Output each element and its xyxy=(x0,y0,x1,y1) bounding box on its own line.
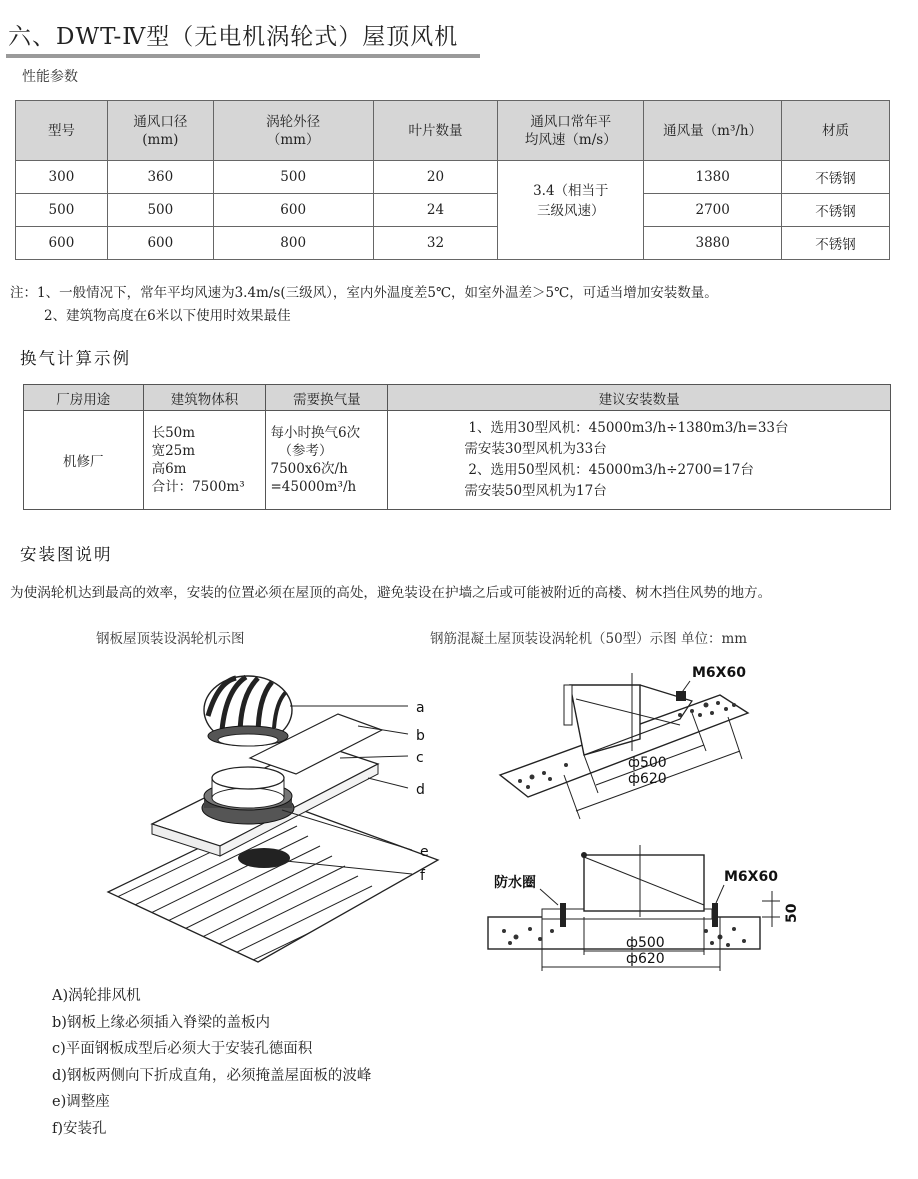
table-row xyxy=(16,194,890,227)
label-f: f xyxy=(420,868,425,884)
table-row xyxy=(24,411,891,510)
legend-item: e)调整座 xyxy=(52,1094,110,1110)
header-model: 型号 xyxy=(16,101,108,161)
cell-material: 不锈钢 xyxy=(782,194,890,227)
header-volume: 建筑物体积 xyxy=(143,385,266,411)
flat-roof-section xyxy=(488,845,800,971)
cell-outer: 800 xyxy=(213,227,373,260)
label-a: a xyxy=(416,700,425,716)
install-description: 为使涡轮机达到最高的效率，安装的位置必须在屋顶的高处，避免装设在护墙之后或可能被附近的高楼、树木挡住风势的地方。 xyxy=(10,585,772,601)
steel-roof-diagram xyxy=(100,670,440,970)
header-material: 材质 xyxy=(782,101,890,161)
header-wind-speed: 通风口常年平 均风速（m/s） xyxy=(498,101,644,161)
bolt-label-flat: M6X60 xyxy=(724,869,778,885)
performance-table xyxy=(15,100,890,260)
dim-outer-slope: ф620 xyxy=(628,771,667,787)
dim-inner-slope: ф500 xyxy=(628,755,667,771)
header-air-flow: 通风量（m³/h） xyxy=(644,101,782,161)
legend-item: b)钢板上缘必须插入脊梁的盖板内 xyxy=(52,1014,270,1031)
label-b: b xyxy=(416,728,425,744)
legend-item: A)涡轮排风机 xyxy=(52,988,141,1004)
header-blade-count: 叶片数量 xyxy=(373,101,498,161)
legend-item: f)安装孔 xyxy=(52,1120,107,1137)
label-d: d xyxy=(416,782,425,798)
cell-flow: 2700 xyxy=(644,194,782,227)
header-air-volume: 需要换气量 xyxy=(266,385,388,411)
cell-blades: 20 xyxy=(373,161,498,194)
cell-usage: 机修厂 xyxy=(24,411,144,510)
legend-item: c)平面钢板成型后必须大于安装孔德面积 xyxy=(52,1041,313,1057)
cell-outer: 600 xyxy=(213,194,373,227)
sloped-roof-section xyxy=(500,665,748,819)
dim-inner-flat: ф500 xyxy=(626,935,665,951)
cell-model: 500 xyxy=(16,194,108,227)
install-hole xyxy=(238,848,290,868)
cell-material: 不锈钢 xyxy=(782,161,890,194)
table-header-row xyxy=(16,101,890,161)
cell-wind-speed: 3.4（相当于 三级风速） xyxy=(498,161,644,260)
bolt-label-slope: M6X60 xyxy=(692,665,746,681)
cell-material: 不锈钢 xyxy=(782,227,890,260)
table-row xyxy=(16,227,890,260)
cell-port: 360 xyxy=(107,161,213,194)
caption-steel-roof: 钢板屋顶装设涡轮机示图 xyxy=(96,631,245,647)
install-heading: 安装图说明 xyxy=(20,545,113,564)
waterproof-ring-label: 防水圈 xyxy=(494,875,536,891)
height-label: 50 xyxy=(784,903,800,923)
performance-heading: 性能参数 xyxy=(22,69,78,85)
calc-table xyxy=(23,384,891,510)
calc-heading: 换气计算示例 xyxy=(20,349,131,368)
table-row xyxy=(16,161,890,194)
cell-suggest: 1、选用30型风机：45000m3/h÷1380m3/h=33台 需安装30型风机为33台 2、选用50型风机：45000m3/h÷2700=17台 需安装50型风机为17台 xyxy=(388,411,891,510)
cell-model: 300 xyxy=(16,161,108,194)
label-e: e xyxy=(420,844,429,860)
concrete-roof-diagram xyxy=(480,655,810,980)
legend-item: d)钢板两侧向下折成直角，必须掩盖屋面板的波峰 xyxy=(52,1067,372,1084)
cell-air-volume: 每小时换气6次 （参考） 7500x6次/h =45000m³/h xyxy=(266,411,388,510)
cell-flow: 3880 xyxy=(644,227,782,260)
title-underline xyxy=(6,54,480,58)
cell-flow: 1380 xyxy=(644,161,782,194)
cell-outer: 500 xyxy=(213,161,373,194)
caption-concrete-roof: 钢筋混凝土屋顶装设涡轮机（50型）示图 单位：mm xyxy=(430,631,748,647)
dim-outer-flat: ф620 xyxy=(626,951,665,967)
page-title: 六、DWT-Ⅳ型（无电机涡轮式）屋顶风机 xyxy=(8,24,459,50)
cell-blades: 24 xyxy=(373,194,498,227)
cell-volume: 长50m 宽25m 高6m 合计：7500m³ xyxy=(143,411,266,510)
header-port-diameter: 通风口径 (mm) xyxy=(107,101,213,161)
header-usage: 厂房用途 xyxy=(24,385,144,411)
note-1: 注：1、一般情况下，常年平均风速为3.4m/s(三级风），室内外温度差5℃，如室外温差＞5℃，可适当增加安装数量。 xyxy=(10,285,718,301)
table-header-row xyxy=(24,385,891,411)
note-2: 2、建筑物高度在6米以下使用时效果最佳 xyxy=(44,308,291,324)
header-suggest: 建议安装数量 xyxy=(388,385,891,411)
turbine-ventilator xyxy=(204,676,292,746)
header-outer-diameter: 涡轮外径 （mm） xyxy=(213,101,373,161)
diagram-legend xyxy=(52,984,371,1143)
cell-blades: 32 xyxy=(373,227,498,260)
cell-port: 500 xyxy=(107,194,213,227)
label-c: c xyxy=(416,750,424,766)
cell-port: 600 xyxy=(107,227,213,260)
cell-model: 600 xyxy=(16,227,108,260)
